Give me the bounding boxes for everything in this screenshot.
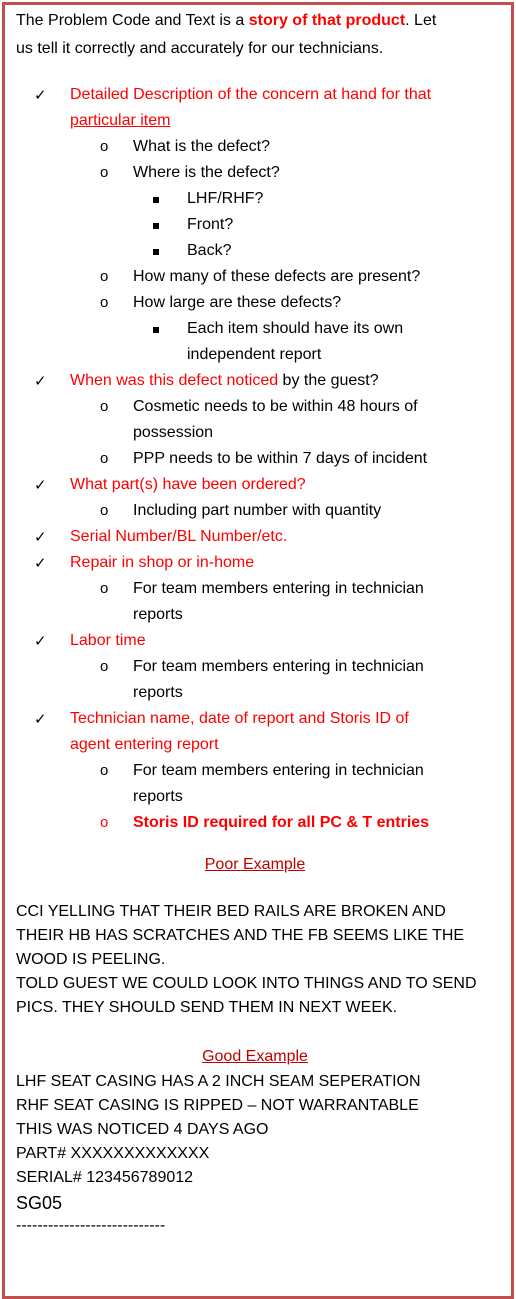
storis-required-note: Storis ID required for all PC & T entries — [133, 814, 430, 831]
checklist-item-technician-cont: agent entering report — [70, 736, 219, 753]
circle-bullet-icon: o — [100, 814, 109, 831]
noticed-rest: by the guest? — [278, 372, 379, 389]
own-report-note-cont: independent report — [187, 346, 322, 363]
circle-bullet-icon: o — [100, 268, 109, 285]
circle-bullet-icon: o — [100, 138, 109, 155]
intro-line-2: us tell it correctly and accurately for our technicians. — [16, 40, 384, 57]
good-example-heading: Good Example — [202, 1048, 308, 1065]
location-side: LHF/RHF? — [187, 190, 264, 207]
poor-example-heading: Poor Example — [204, 856, 306, 873]
circle-bullet-icon: o — [100, 398, 109, 415]
good-example-line: SERIAL# 123456789012 — [16, 1169, 194, 1186]
checklist-item-description-cont: particular item — [70, 112, 171, 129]
checklist-item-noticed — [70, 368, 379, 394]
checkmark-icon: ✓ — [34, 710, 47, 728]
poor-example-line: CCI YELLING THAT THEIR BED RAILS ARE BROKEN AND — [16, 903, 446, 920]
team-note-cont: reports — [133, 788, 183, 805]
checkmark-icon: ✓ — [34, 476, 47, 494]
question-what: What is the defect? — [133, 138, 270, 155]
good-example-line: THIS WAS NOTICED 4 DAYS AGO — [16, 1121, 269, 1138]
divider-line: ---------------------------- — [16, 1217, 166, 1234]
question-where: Where is the defect? — [133, 164, 280, 181]
checkmark-icon: ✓ — [34, 372, 47, 390]
circle-bullet-icon: o — [100, 658, 109, 675]
checklist-item-description: Detailed Description of the concern at hand for that — [70, 86, 432, 103]
circle-bullet-icon: o — [100, 450, 109, 467]
intro-line-1 — [16, 8, 436, 34]
good-example-line: PART# XXXXXXXXXXXXX — [16, 1145, 210, 1162]
question-how-many: How many of these defects are present? — [133, 268, 421, 285]
location-back: Back? — [187, 242, 232, 259]
checklist-item-serial: Serial Number/BL Number/etc. — [70, 528, 288, 545]
noticed-highlight: When was this defect noticed — [70, 372, 279, 389]
intro-text-end: . Let — [405, 12, 437, 29]
team-note-cont: reports — [133, 684, 183, 701]
checklist-item-technician: Technician name, date of report and Storis ID of — [70, 710, 409, 727]
square-bullet-icon — [153, 197, 159, 203]
cosmetic-rule: Cosmetic needs to be within 48 hours of — [133, 398, 418, 415]
team-note-cont: reports — [133, 606, 183, 623]
checklist-item-parts: What part(s) have been ordered? — [70, 476, 306, 493]
square-bullet-icon — [153, 249, 159, 255]
checkmark-icon: ✓ — [34, 86, 47, 104]
circle-bullet-icon: o — [100, 580, 109, 597]
poor-example-line: PICS. THEY SHOULD SEND THEM IN NEXT WEEK. — [16, 999, 398, 1016]
circle-bullet-icon: o — [100, 294, 109, 311]
poor-example-line: THEIR HB HAS SCRATCHES AND THE FB SEEMS LIKE THE — [16, 927, 465, 944]
team-note: For team members entering in technician — [133, 658, 424, 675]
checklist-item-repair-location: Repair in shop or in-home — [70, 554, 255, 571]
own-report-note: Each item should have its own — [187, 320, 404, 337]
intro-emphasis: story of that product — [248, 12, 406, 29]
team-note: For team members entering in technician — [133, 580, 424, 597]
circle-bullet-icon: o — [100, 502, 109, 519]
good-example-line: RHF SEAT CASING IS RIPPED – NOT WARRANTABLE — [16, 1097, 419, 1114]
poor-example-line: WOOD IS PEELING. — [16, 951, 166, 968]
square-bullet-icon — [153, 327, 159, 333]
checkmark-icon: ✓ — [34, 528, 47, 546]
circle-bullet-icon: o — [100, 164, 109, 181]
square-bullet-icon — [153, 223, 159, 229]
checkmark-icon: ✓ — [34, 632, 47, 650]
intro-text: The Problem Code and Text is a — [16, 12, 249, 29]
store-code: SG05 — [16, 1193, 63, 1213]
ppp-rule: PPP needs to be within 7 days of incident — [133, 450, 428, 467]
location-front: Front? — [187, 216, 234, 233]
checklist-item-labor: Labor time — [70, 632, 146, 649]
good-example-line: LHF SEAT CASING HAS A 2 INCH SEAM SEPERATION — [16, 1073, 421, 1090]
checkmark-icon: ✓ — [34, 554, 47, 572]
team-note: For team members entering in technician — [133, 762, 424, 779]
poor-example-line: TOLD GUEST WE COULD LOOK INTO THINGS AND TO SEND — [16, 975, 477, 992]
question-how-large: How large are these defects? — [133, 294, 342, 311]
cosmetic-rule-cont: possession — [133, 424, 214, 441]
part-quantity-note: Including part number with quantity — [133, 502, 382, 519]
circle-bullet-icon: o — [100, 762, 109, 779]
